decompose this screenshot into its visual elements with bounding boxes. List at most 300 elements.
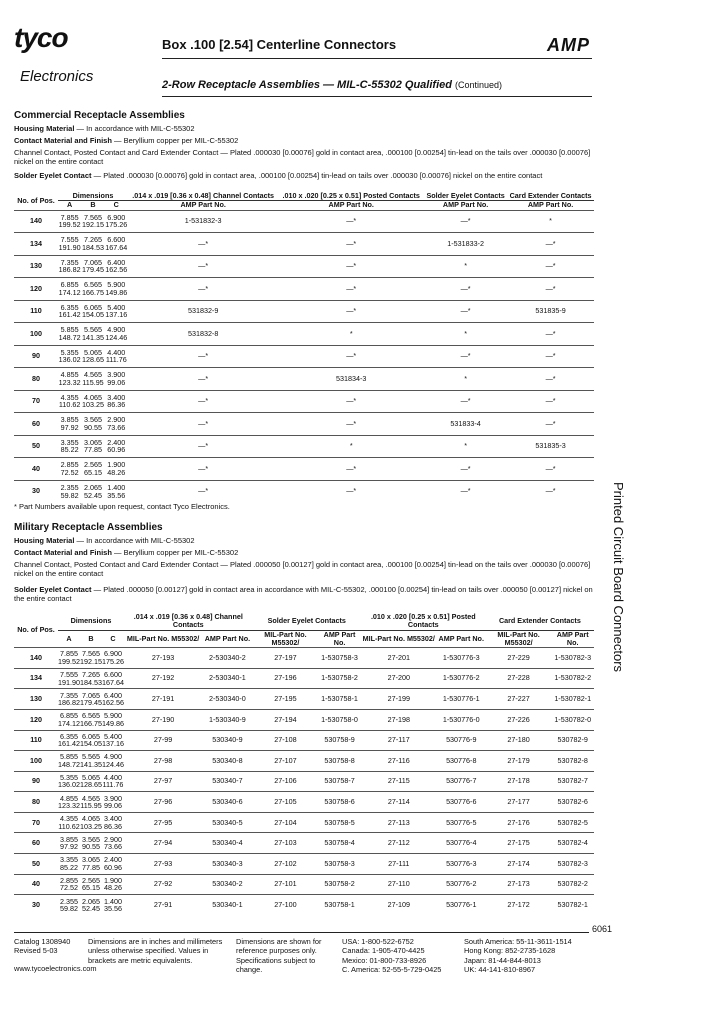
col-no-pos: No. of Pos. bbox=[17, 624, 55, 634]
part-number-cell: 27-103 bbox=[274, 838, 297, 848]
dim-mm: 90.55 bbox=[83, 422, 102, 432]
dim-inch: 1.900 bbox=[107, 460, 126, 470]
table-row bbox=[14, 458, 594, 481]
part-number-cell: 1-531832-3 bbox=[184, 216, 222, 226]
part-number-cell: —* bbox=[545, 238, 556, 248]
dimension-cell bbox=[102, 751, 124, 772]
dimension-cell bbox=[105, 368, 128, 391]
dim-mm: 115.95 bbox=[82, 377, 104, 387]
col-c: C bbox=[110, 633, 116, 643]
dim-inch: 5.355 bbox=[60, 347, 79, 357]
col-dimensions: Dimensions bbox=[58, 192, 128, 201]
dim-inch: 6.400 bbox=[107, 257, 126, 267]
dim-mm: 90.55 bbox=[81, 842, 100, 852]
table-row bbox=[14, 255, 594, 278]
part-number-cell: 27-98 bbox=[153, 755, 173, 765]
dim-mm: 48.26 bbox=[107, 467, 126, 477]
dim-inch: 5.400 bbox=[103, 731, 122, 741]
part-number-cell: —* bbox=[346, 463, 357, 473]
part-number-cell: 530782-3 bbox=[557, 858, 588, 868]
part-number-cell: —* bbox=[545, 373, 556, 383]
part-number-cell: 530782-1 bbox=[557, 900, 588, 910]
dim-mm: 174.12 bbox=[58, 718, 80, 728]
dim-inch: 3.900 bbox=[103, 793, 122, 803]
dim-inch: 7.265 bbox=[81, 669, 100, 679]
col-amp-part: AMP Part No. bbox=[204, 633, 251, 643]
dim-inch: 4.565 bbox=[83, 370, 102, 380]
positions-cell: 110 bbox=[30, 735, 42, 745]
dim-mm: 60.96 bbox=[103, 862, 122, 872]
part-number-cell: 1-530782-1 bbox=[554, 693, 592, 703]
dim-inch: 7.355 bbox=[59, 690, 78, 700]
dim-mm: 167.64 bbox=[101, 677, 124, 687]
dimension-cell bbox=[58, 668, 80, 689]
positions-cell: 134 bbox=[30, 238, 42, 248]
dimension-cell bbox=[58, 345, 81, 368]
col-amp-part: AMP Part No. bbox=[180, 200, 226, 210]
dimension-cell bbox=[58, 210, 81, 233]
dim-mm: 175.26 bbox=[105, 220, 128, 230]
col-b: B bbox=[88, 633, 94, 643]
part-number-cell: 530782-2 bbox=[557, 879, 588, 889]
military-heading: Military Receptacle Assemblies bbox=[14, 522, 163, 533]
part-number-cell: 1-530782-3 bbox=[554, 652, 592, 662]
part-number-cell: 27-113 bbox=[387, 817, 410, 827]
part-number-cell: —* bbox=[198, 351, 209, 361]
part-number-cell: 27-196 bbox=[274, 673, 297, 683]
dim-mm: 48.26 bbox=[103, 883, 122, 893]
dimension-cell bbox=[81, 435, 104, 458]
dim-mm: 99.06 bbox=[103, 801, 122, 811]
positions-cell: 50 bbox=[32, 441, 40, 451]
part-number-cell: 27-180 bbox=[507, 735, 530, 745]
dimension-cell bbox=[102, 874, 124, 895]
dim-inch: 5.855 bbox=[60, 325, 79, 335]
dimension-cell bbox=[58, 278, 81, 301]
part-number-cell: 1-530340-9 bbox=[209, 714, 246, 724]
dim-inch: 7.065 bbox=[81, 690, 100, 700]
dim-inch: 6.855 bbox=[60, 280, 79, 290]
dim-inch: 4.900 bbox=[107, 325, 126, 335]
part-number-cell: 530340-8 bbox=[212, 755, 243, 765]
dimension-cell bbox=[105, 210, 128, 233]
col-posted: .010 x .020 [0.25 x 0.51] Posted Contacts bbox=[278, 192, 424, 201]
dim-mm: 148.72 bbox=[58, 759, 80, 769]
part-number-cell: 27-111 bbox=[388, 858, 410, 868]
dim-mm: 149.86 bbox=[101, 718, 124, 728]
part-number-cell: 1-530782-2 bbox=[554, 673, 592, 683]
dim-inch: 7.855 bbox=[60, 212, 79, 222]
dim-inch: 3.355 bbox=[60, 437, 79, 447]
dim-inch: 2.355 bbox=[60, 483, 79, 492]
dim-inch: 6.065 bbox=[83, 302, 102, 312]
dim-inch: 6.565 bbox=[81, 711, 100, 721]
col-mil-part: MIL-Part No. M55302/ bbox=[264, 629, 307, 647]
col-mil-part: MIL-Part No. M55302/ bbox=[497, 629, 540, 647]
dim-inch: 4.900 bbox=[103, 752, 122, 762]
part-number-cell: 27-95 bbox=[153, 817, 173, 827]
part-number-cell: —* bbox=[460, 486, 471, 496]
dim-mm: 199.52 bbox=[58, 656, 80, 666]
part-number-cell: 2-530340-2 bbox=[209, 652, 246, 662]
dimension-cell bbox=[80, 730, 102, 751]
table-row bbox=[14, 323, 594, 346]
part-number-cell: 1-530782-0 bbox=[554, 714, 592, 724]
part-number-cell: —* bbox=[460, 351, 471, 361]
dim-inch: 5.355 bbox=[59, 772, 78, 782]
part-number-cell: 27-173 bbox=[507, 879, 530, 889]
dim-mm: 141.35 bbox=[79, 759, 102, 769]
dimension-cell bbox=[80, 874, 102, 895]
dimension-cell bbox=[105, 323, 128, 346]
dimension-cell bbox=[102, 895, 124, 916]
military-channel-note: Channel Contact, Posted Contact and Card Extender Contact — Plated .000050 [0.00127] gold in contact area, .000100 [0.00254] tin-lead on the tails over .000030 [0.00076] nickel on the entire contact bbox=[14, 560, 591, 578]
dim-inch: 3.565 bbox=[81, 834, 100, 844]
part-number-cell: —* bbox=[545, 351, 556, 361]
table-row bbox=[14, 874, 594, 895]
table-row bbox=[14, 368, 594, 391]
part-number-cell: 27-115 bbox=[387, 776, 410, 786]
part-number-cell: 530758-5 bbox=[324, 817, 355, 827]
table-row bbox=[14, 233, 594, 256]
col-card: Card Extender Contacts bbox=[507, 192, 594, 201]
part-number-cell: 530776-1 bbox=[446, 900, 477, 910]
dim-mm: 191.90 bbox=[58, 677, 80, 687]
dimension-cell bbox=[81, 210, 104, 233]
dimension-cell bbox=[58, 874, 80, 895]
col-a: A bbox=[66, 633, 72, 643]
col-dimensions: Dimensions bbox=[58, 613, 124, 630]
col-solder: Solder Eyelet Contacts bbox=[253, 613, 361, 630]
part-number-cell: 531832-9 bbox=[187, 306, 219, 316]
table-row bbox=[14, 771, 594, 792]
dim-mm: 149.86 bbox=[105, 287, 128, 297]
part-number-cell: —* bbox=[198, 373, 209, 383]
dimension-cell bbox=[80, 771, 102, 792]
part-number-cell: 27-92 bbox=[153, 879, 173, 889]
dim-inch: 5.855 bbox=[59, 752, 78, 762]
dimension-cell bbox=[102, 709, 124, 730]
commercial-solder-note: Solder Eyelet Contact — Plated .000030 [0.00076] gold in contact area, .000100 [0.00254] tin-lead on tails over .000030 [0.00076] nickel on the entire contact bbox=[14, 171, 543, 180]
dim-mm: 175.26 bbox=[101, 656, 124, 666]
part-number-cell: 530758-8 bbox=[324, 755, 355, 765]
dim-inch: 6.565 bbox=[83, 280, 102, 290]
dim-mm: 65.15 bbox=[81, 883, 100, 893]
part-number-cell: —* bbox=[346, 306, 357, 316]
col-c: C bbox=[113, 200, 119, 210]
part-number-cell: 1-530758-2 bbox=[321, 673, 358, 683]
part-number-cell: 27-107 bbox=[274, 755, 297, 765]
positions-cell: 134 bbox=[30, 673, 42, 683]
dimension-cell bbox=[81, 323, 104, 346]
positions-cell: 80 bbox=[32, 796, 40, 806]
footer-rule bbox=[14, 932, 589, 933]
dimension-cell bbox=[105, 255, 128, 278]
dim-inch: 4.065 bbox=[83, 392, 102, 402]
dim-inch: 4.855 bbox=[60, 370, 79, 380]
part-number-cell: 1-530776-3 bbox=[442, 652, 480, 662]
dim-mm: 97.92 bbox=[59, 842, 78, 852]
dimension-cell bbox=[58, 689, 80, 710]
dimension-cell bbox=[81, 300, 104, 323]
part-number-cell: 1-530758-1 bbox=[321, 693, 358, 703]
table-row bbox=[14, 278, 594, 301]
part-number-cell: —* bbox=[545, 463, 556, 473]
table-row bbox=[14, 413, 594, 436]
military-housing: Housing Material — In accordance with MIL-C-55302 bbox=[14, 536, 195, 545]
col-card: Card Extender Contacts bbox=[486, 613, 594, 630]
dimension-cell bbox=[102, 689, 124, 710]
dimension-cell bbox=[81, 345, 104, 368]
part-number-cell: —* bbox=[545, 283, 556, 293]
footer-contacts-americas: USA: 1-800-522-6752 Canada: 1-905-470-4425 Mexico: 01-800-733-8926 C. America: 52-55-5-729-0425 bbox=[342, 937, 442, 974]
dim-mm: 52.45 bbox=[83, 490, 102, 500]
website-link[interactable]: www.tycoelectronics.com bbox=[14, 963, 97, 973]
footer-catalog: Catalog 1308940 Revised 5-03 www.tycoelectronics.com bbox=[14, 937, 97, 973]
military-table bbox=[14, 613, 594, 915]
dimension-cell bbox=[105, 458, 128, 481]
part-number-cell: 530340-9 bbox=[212, 735, 243, 745]
positions-cell: 70 bbox=[32, 817, 40, 827]
dimension-cell bbox=[80, 833, 102, 854]
part-number-cell: 27-193 bbox=[151, 652, 175, 662]
positions-cell: 60 bbox=[32, 838, 40, 848]
part-number-cell: —* bbox=[198, 463, 209, 473]
dim-mm: 174.12 bbox=[58, 287, 81, 297]
part-number-cell: 27-192 bbox=[151, 673, 175, 683]
dim-inch: 3.065 bbox=[83, 437, 102, 447]
col-mil-part: MIL-Part No. M55302/ bbox=[362, 633, 435, 643]
part-number-cell: * bbox=[464, 261, 468, 271]
part-number-cell: —* bbox=[198, 441, 209, 451]
part-number-cell: 27-190 bbox=[151, 714, 175, 724]
dim-inch: 6.600 bbox=[107, 235, 126, 245]
tyco-logo: tyco bbox=[14, 22, 68, 53]
dim-mm: 154.05 bbox=[79, 739, 102, 749]
part-number-cell: 530340-3 bbox=[212, 858, 243, 868]
part-number-cell: 27-191 bbox=[151, 693, 175, 703]
part-number-cell: —* bbox=[198, 396, 209, 406]
dim-mm: 115.95 bbox=[80, 801, 102, 811]
dimension-cell bbox=[58, 413, 81, 436]
dimension-cell bbox=[81, 390, 104, 413]
dim-mm: 111.76 bbox=[102, 780, 124, 790]
col-amp-part: AMP Part No. bbox=[527, 200, 574, 210]
table-row bbox=[14, 812, 594, 833]
dim-inch: 3.400 bbox=[103, 814, 122, 824]
dim-inch: 6.900 bbox=[103, 649, 122, 659]
dim-inch: 6.065 bbox=[81, 731, 100, 741]
col-solder: Solder Eyelet Contacts bbox=[424, 192, 507, 201]
part-number-cell: 530340-1 bbox=[212, 900, 243, 910]
dimension-cell bbox=[80, 709, 102, 730]
dim-inch: 4.355 bbox=[59, 814, 78, 824]
dimension-cell bbox=[81, 458, 104, 481]
dimension-cell bbox=[80, 895, 102, 916]
part-number-cell: —* bbox=[346, 396, 357, 406]
part-number-cell: 530776-6 bbox=[446, 796, 477, 806]
dim-mm: 124.46 bbox=[105, 332, 128, 342]
dim-mm: 166.75 bbox=[79, 718, 102, 728]
dim-inch: 6.900 bbox=[107, 212, 126, 222]
table-row bbox=[14, 751, 594, 772]
part-number-cell: * bbox=[549, 216, 552, 226]
dim-mm: 99.06 bbox=[107, 377, 126, 387]
dim-inch: 2.065 bbox=[81, 896, 100, 906]
col-a: A bbox=[67, 200, 73, 210]
dim-inch: 3.355 bbox=[59, 855, 78, 865]
part-number-cell: * bbox=[349, 441, 353, 451]
dim-mm: 154.05 bbox=[81, 310, 104, 320]
positions-cell: 130 bbox=[30, 261, 42, 271]
col-posted: .010 x .020 [0.25 x 0.51] Posted Contacts bbox=[361, 613, 486, 630]
dimension-cell bbox=[58, 751, 80, 772]
part-number-cell: 530340-4 bbox=[212, 838, 243, 848]
part-number-cell: —* bbox=[545, 486, 556, 496]
dim-mm: 103.25 bbox=[81, 400, 104, 410]
part-number-cell: 530776-7 bbox=[446, 776, 477, 786]
dim-inch: 7.855 bbox=[59, 649, 78, 659]
part-number-cell: —* bbox=[545, 328, 556, 338]
military-contact: Contact Material and Finish — Beryllium copper per MIL-C-55302 bbox=[14, 548, 239, 557]
dim-mm: 136.02 bbox=[58, 355, 81, 365]
part-number-cell: 531834-3 bbox=[336, 373, 367, 383]
dim-inch: 3.065 bbox=[81, 855, 100, 865]
part-number-cell: 530758-9 bbox=[324, 735, 355, 745]
part-number-cell: 2-530340-0 bbox=[209, 693, 246, 703]
positions-cell: 70 bbox=[32, 396, 40, 406]
part-number-cell: 531833-4 bbox=[450, 418, 481, 428]
part-number-cell: 530776-9 bbox=[446, 735, 477, 745]
dim-inch: 3.565 bbox=[83, 415, 102, 425]
dimension-cell bbox=[81, 255, 104, 278]
positions-cell: 130 bbox=[30, 693, 42, 703]
dimension-cell bbox=[105, 413, 128, 436]
dimension-cell bbox=[105, 345, 128, 368]
positions-cell: 100 bbox=[30, 755, 42, 765]
dim-mm: 192.15 bbox=[79, 656, 102, 666]
part-number-cell: 27-101 bbox=[274, 879, 297, 889]
part-number-cell: 530782-4 bbox=[557, 838, 588, 848]
dim-mm: 136.02 bbox=[58, 780, 80, 790]
positions-cell: 80 bbox=[32, 373, 40, 383]
dimension-cell bbox=[80, 668, 102, 689]
part-number-cell: —* bbox=[346, 283, 357, 293]
dim-inch: 3.855 bbox=[60, 415, 79, 425]
dimension-cell bbox=[105, 233, 128, 256]
part-number-cell: 27-97 bbox=[153, 776, 173, 786]
dimension-cell bbox=[102, 668, 124, 689]
dim-mm: 103.25 bbox=[79, 821, 102, 831]
part-number-cell: 27-200 bbox=[387, 673, 410, 683]
part-number-cell: 530782-9 bbox=[557, 735, 588, 745]
dim-mm: 148.72 bbox=[58, 332, 81, 342]
part-number-cell: 530782-5 bbox=[557, 817, 588, 827]
dimension-cell bbox=[58, 709, 80, 730]
part-number-cell: 27-176 bbox=[507, 817, 530, 827]
dimension-cell bbox=[58, 390, 81, 413]
part-number-cell: —* bbox=[198, 486, 209, 496]
col-amp-part: AMP Part No. bbox=[323, 629, 356, 647]
part-number-cell: 27-172 bbox=[507, 900, 530, 910]
part-number-cell: 27-174 bbox=[507, 858, 530, 868]
commercial-contact: Contact Material and Finish — Beryllium copper per MIL-C-55302 bbox=[14, 136, 239, 145]
part-number-cell: 530776-4 bbox=[446, 838, 477, 848]
amp-logo: AMP bbox=[547, 35, 590, 55]
part-number-cell: 27-226 bbox=[507, 714, 530, 724]
military-solder-note: Solder Eyelet Contact — Plated .000050 [0.00127] gold in contact area in accordance with MIL-C-55302, .000100 [0.00254] tin-lead on tails over .000050 [0.00127] nickel on the entire contact bbox=[14, 585, 593, 603]
dim-inch: 2.065 bbox=[83, 483, 102, 492]
part-number-cell: 530758-3 bbox=[324, 858, 355, 868]
part-number-cell: —* bbox=[545, 396, 556, 406]
table-row bbox=[14, 854, 594, 875]
table-row bbox=[14, 648, 594, 669]
part-number-cell: 27-228 bbox=[507, 673, 530, 683]
part-number-cell: —* bbox=[198, 283, 209, 293]
dim-inch: 5.065 bbox=[81, 772, 100, 782]
dim-mm: 110.62 bbox=[58, 400, 81, 410]
dim-inch: 7.565 bbox=[81, 649, 100, 659]
dimension-cell bbox=[81, 368, 104, 391]
part-number-cell: 530758-7 bbox=[324, 776, 355, 786]
positions-cell: 110 bbox=[30, 306, 42, 316]
positions-cell: 140 bbox=[30, 216, 42, 226]
footer-dims-note: Dimensions are in inches and millimeters unless otherwise specified. Values in brackets are metric equivalents. bbox=[88, 937, 223, 965]
col-no-pos: No. of Pos. bbox=[17, 195, 55, 205]
part-number-cell: 530758-4 bbox=[324, 838, 355, 848]
dim-mm: 184.53 bbox=[81, 242, 104, 252]
dimension-cell bbox=[58, 435, 81, 458]
part-number-cell: 27-178 bbox=[507, 776, 530, 786]
part-number-cell: 1-530776-0 bbox=[442, 714, 480, 724]
part-number-cell: —* bbox=[460, 283, 471, 293]
dim-mm: 97.92 bbox=[60, 422, 79, 432]
dimension-cell bbox=[80, 689, 102, 710]
table-row bbox=[14, 709, 594, 730]
part-number-cell: 27-175 bbox=[507, 838, 530, 848]
dim-mm: 167.64 bbox=[105, 242, 128, 252]
dim-mm: 186.82 bbox=[58, 265, 81, 275]
part-number-cell: 27-229 bbox=[507, 652, 530, 662]
positions-cell: 90 bbox=[32, 776, 40, 786]
dim-mm: 111.76 bbox=[105, 355, 127, 365]
dimension-cell bbox=[58, 458, 81, 481]
part-number-cell: —* bbox=[346, 216, 357, 226]
dim-mm: 186.82 bbox=[58, 698, 80, 708]
positions-cell: 120 bbox=[30, 283, 42, 293]
col-amp-part: AMP Part No. bbox=[438, 633, 484, 643]
dimension-cell bbox=[58, 255, 81, 278]
part-number-cell: * bbox=[464, 441, 468, 451]
dim-inch: 5.565 bbox=[81, 752, 100, 762]
dim-inch: 7.355 bbox=[60, 257, 79, 267]
part-number-cell: 1-531833-2 bbox=[447, 238, 484, 248]
dim-mm: 137.16 bbox=[101, 739, 124, 749]
dim-inch: 4.065 bbox=[81, 814, 100, 824]
dim-inch: 3.855 bbox=[59, 834, 78, 844]
table-row bbox=[14, 833, 594, 854]
table-row bbox=[14, 435, 594, 458]
part-number-cell: —* bbox=[198, 261, 209, 271]
dim-inch: 5.565 bbox=[83, 325, 102, 335]
dim-mm: 77.85 bbox=[81, 862, 100, 872]
table-row bbox=[14, 480, 594, 503]
dimension-cell bbox=[58, 854, 80, 875]
dim-inch: 2.355 bbox=[59, 896, 78, 906]
dim-mm: 128.65 bbox=[81, 355, 104, 365]
part-number-cell: —* bbox=[346, 261, 357, 271]
dimension-cell bbox=[102, 833, 124, 854]
